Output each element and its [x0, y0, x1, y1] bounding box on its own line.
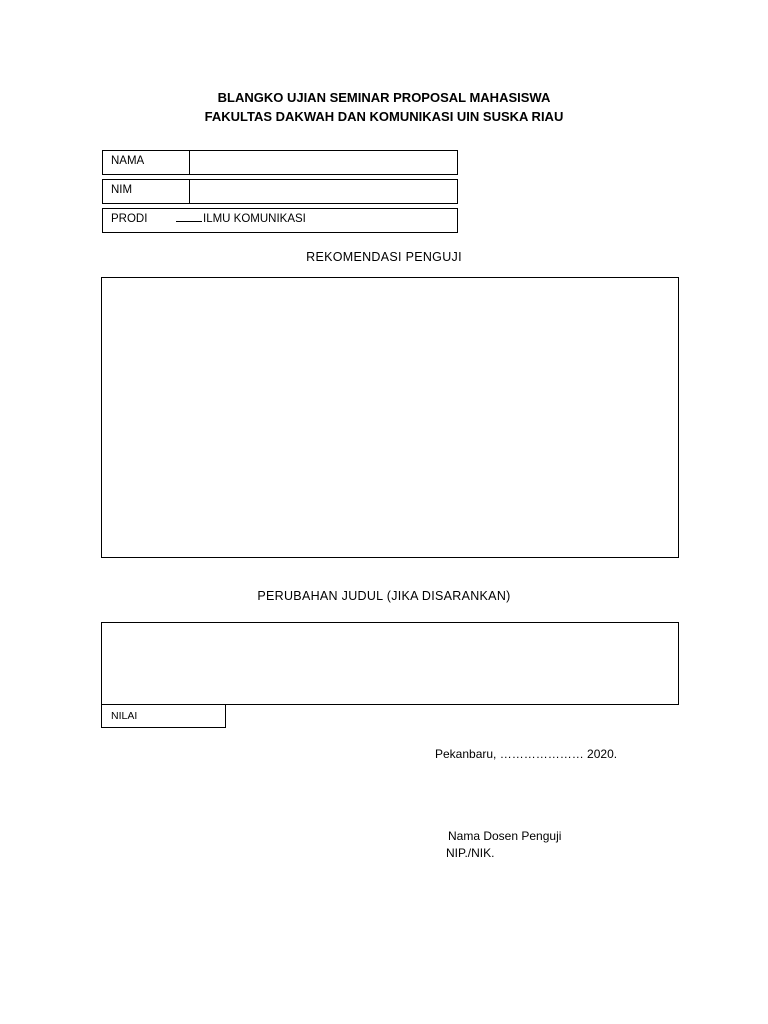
- nilai-label: NILAI: [111, 710, 138, 722]
- prodi-dash: [176, 221, 202, 222]
- nama-divider: [189, 151, 190, 174]
- prodi-value: ILMU KOMUNIKASI: [203, 213, 306, 225]
- place-date: Pekanbaru, ………………… 2020.: [435, 747, 618, 761]
- rekomendasi-heading: REKOMENDASI PENGUJI: [306, 250, 462, 264]
- examiner-id: NIP./NIK.: [446, 846, 495, 860]
- nim-label: NIM: [111, 184, 133, 196]
- rekomendasi-box[interactable]: [101, 277, 679, 558]
- nim-divider: [189, 180, 190, 203]
- nama-row: [102, 150, 458, 175]
- perubahan-judul-heading: PERUBAHAN JUDUL (JIKA DISARANKAN): [257, 589, 511, 603]
- nilai-box[interactable]: [101, 704, 226, 728]
- examiner-name: Nama Dosen Penguji: [448, 829, 562, 843]
- perubahan-judul-box[interactable]: [101, 622, 679, 705]
- nim-row: [102, 179, 458, 204]
- prodi-label: PRODI: [111, 213, 148, 225]
- nama-label: NAMA: [111, 155, 145, 167]
- form-title: BLANGKO UJIAN SEMINAR PROPOSAL MAHASISWA: [217, 90, 551, 105]
- prodi-row: [102, 208, 458, 233]
- faculty-title: FAKULTAS DAKWAH DAN KOMUNIKASI UIN SUSKA RIAU: [204, 109, 564, 124]
